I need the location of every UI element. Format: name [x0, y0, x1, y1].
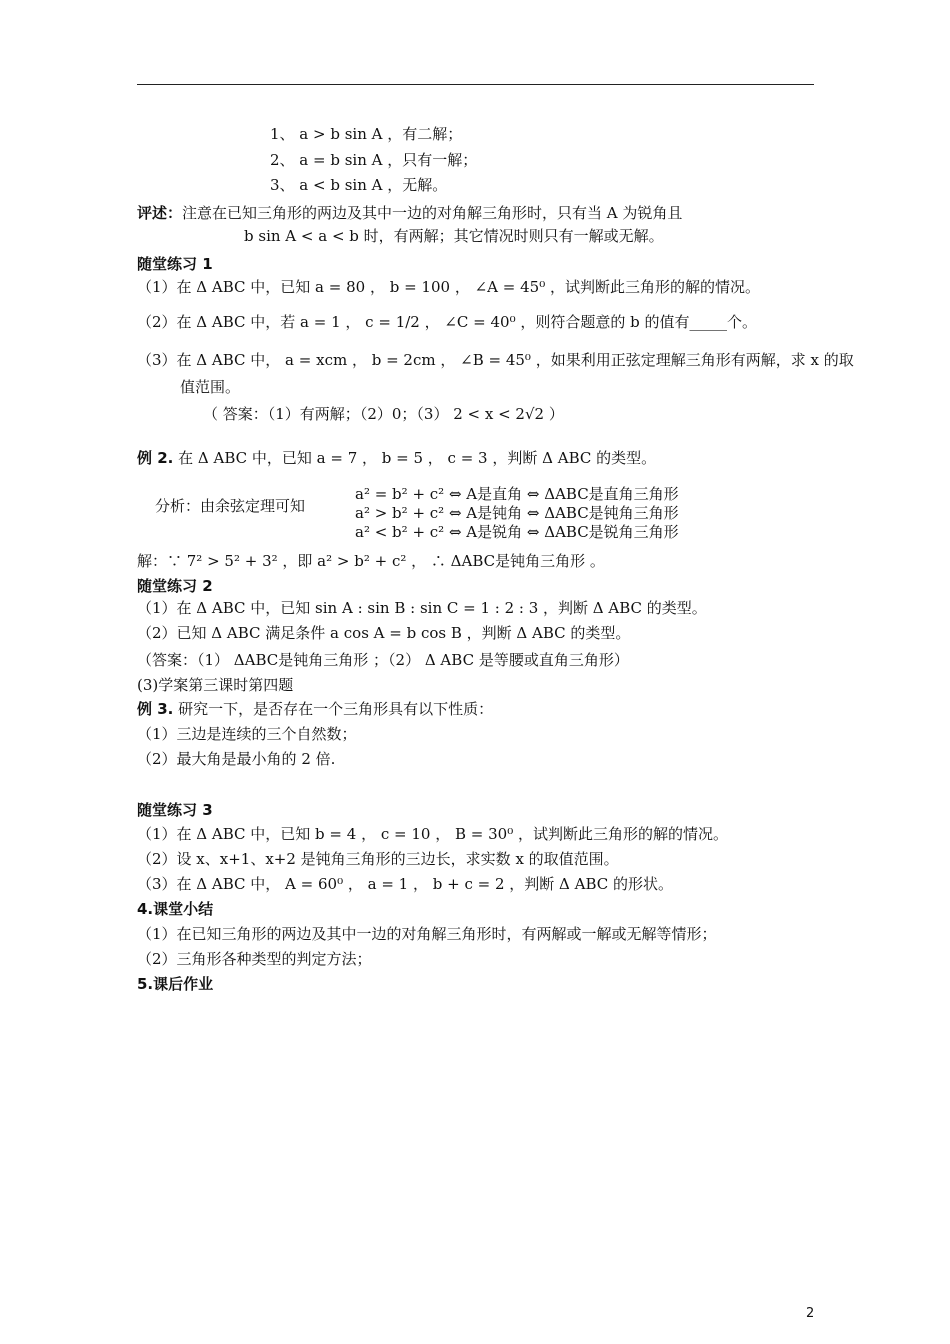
text-line [137, 675, 293, 695]
text-line [270, 175, 447, 195]
section-heading: 例 3. [137, 700, 174, 718]
header-rule [137, 84, 814, 85]
text-line [203, 404, 564, 424]
line-text: a² = b² + c² ⇔ A是直角 ⇔ ΔABC是直角三角形 [355, 485, 679, 503]
line-text: （3）在 Δ ABC 中， A = 60⁰ ， a = 1 ， b + c = 2 ，判断 Δ ABC 的形状。 [137, 875, 674, 893]
text-line [137, 874, 673, 894]
page-number: 2 [806, 1306, 815, 1321]
line-text: a² < b² + c² ⇔ A是锐角 ⇔ ΔABC是锐角三角形 [355, 523, 679, 541]
text-line [137, 849, 619, 869]
text-line [137, 899, 213, 919]
text-line [137, 749, 335, 769]
text-line [244, 226, 664, 246]
text-line [155, 496, 305, 516]
section-heading: 例 2. [137, 449, 174, 467]
text-line [137, 277, 760, 297]
line-text: b sin A < a < b 时，有两解；其它情况时则只有一解或无解。 [244, 227, 664, 245]
line-text: （1）在 Δ ABC 中，已知 b = 4 ， c = 10 ， B = 30⁰ ，试判断此三角形的解的情况。 [137, 825, 728, 843]
text-line [137, 949, 372, 969]
line-text: （2）设 x、x+1、x+2 是钝角三角形的三边长，求实数 x 的取值范围。 [137, 850, 619, 868]
text-line [137, 650, 629, 670]
line-text: （答案：（1） ΔABC是钝角三角形 ；（2） Δ ABC 是等腰或直角三角形） [137, 651, 629, 669]
section-heading: 随堂练习 2 [137, 577, 213, 595]
line-text: （2）已知 Δ ABC 满足条件 a cos A = b cos B ，判断 Δ ABC 的类型。 [137, 624, 631, 642]
text-line [137, 598, 707, 618]
text-line [137, 350, 854, 370]
line-text: (3)学案第三课时第四题 [137, 676, 294, 694]
text-line [137, 551, 605, 571]
text-line [355, 522, 679, 542]
line-text: 研究一下，是否存在一个三角形具有以下性质： [173, 700, 494, 718]
text-line [137, 312, 757, 332]
section-heading: 随堂练习 3 [137, 801, 213, 819]
text-line [137, 800, 213, 820]
line-text: （1）三边是连续的三个自然数； [137, 725, 357, 743]
text-line [137, 974, 213, 994]
line-text: （2）最大角是最小角的 2 倍. [137, 750, 336, 768]
text-line [137, 203, 682, 223]
line-text: 注意在已知三角形的两边及其中一边的对角解三角形时，只有当 A 为锐角且 [182, 204, 683, 222]
text-line [137, 924, 717, 944]
text-line [137, 623, 630, 643]
line-text: a² > b² + c² ⇔ A是钝角 ⇔ ΔABC是钝角三角形 [355, 504, 679, 522]
text-line [355, 503, 679, 523]
text-line [355, 484, 679, 504]
section-heading: 评述： [137, 204, 183, 222]
line-text: 解：∵ 7² > 5² + 3² ，即 a² > b² + c² ， ∴ ΔABC是钝角三角形 。 [137, 552, 605, 570]
line-text: （1）在 Δ ABC 中，已知 sin A : sin B : sin C = 1 : 2 : 3 ，判断 Δ ABC 的类型。 [137, 599, 707, 617]
line-text: （ 答案：（1）有两解；（2）0；（3） 2 < x < 2√2 ） [203, 405, 564, 423]
line-text: （2）三角形各种类型的判定方法； [137, 950, 372, 968]
line-text: （1）在已知三角形的两边及其中一边的对角解三角形时，有两解或一解或无解等情形； [137, 925, 717, 943]
line-text: 3、 a < b sin A ，无解。 [270, 176, 448, 194]
text-line [270, 150, 477, 170]
text-line [137, 576, 213, 596]
line-text: 2、 a = b sin A ，只有一解； [270, 151, 478, 169]
text-line [137, 699, 493, 719]
text-line [137, 724, 357, 744]
section-heading: 4.课堂小结 [137, 900, 214, 918]
text-line [180, 377, 240, 397]
line-text: 1、 a > b sin A ，有二解； [270, 125, 463, 143]
line-text: 在 Δ ABC 中，已知 a = 7 ， b = 5 ， c = 3 ，判断 Δ ABC 的类型。 [173, 449, 657, 467]
text-line [270, 124, 462, 144]
line-text: （1）在 Δ ABC 中，已知 a = 80 ， b = 100 ， ∠A = 45⁰ ，试判断此三角形的解的情况。 [137, 278, 760, 296]
section-heading: 随堂练习 1 [137, 255, 213, 273]
text-line [137, 448, 656, 468]
line-text: （3）在 Δ ABC 中， a = xcm ， b = 2cm ， ∠B = 45⁰ ，如果利用正弦定理解三角形有两解，求 x 的取 [137, 351, 854, 369]
text-line [137, 254, 213, 274]
section-heading: 5.课后作业 [137, 975, 214, 993]
line-text: 分析：由余弦定理可知 [155, 497, 306, 515]
text-line [137, 824, 728, 844]
line-text: 值范围。 [180, 378, 241, 396]
line-text: （2）在 Δ ABC 中，若 a = 1 ， c = 1/2 ， ∠C = 40⁰ ，则符合题意的 b 的值有_____个。 [137, 313, 758, 331]
